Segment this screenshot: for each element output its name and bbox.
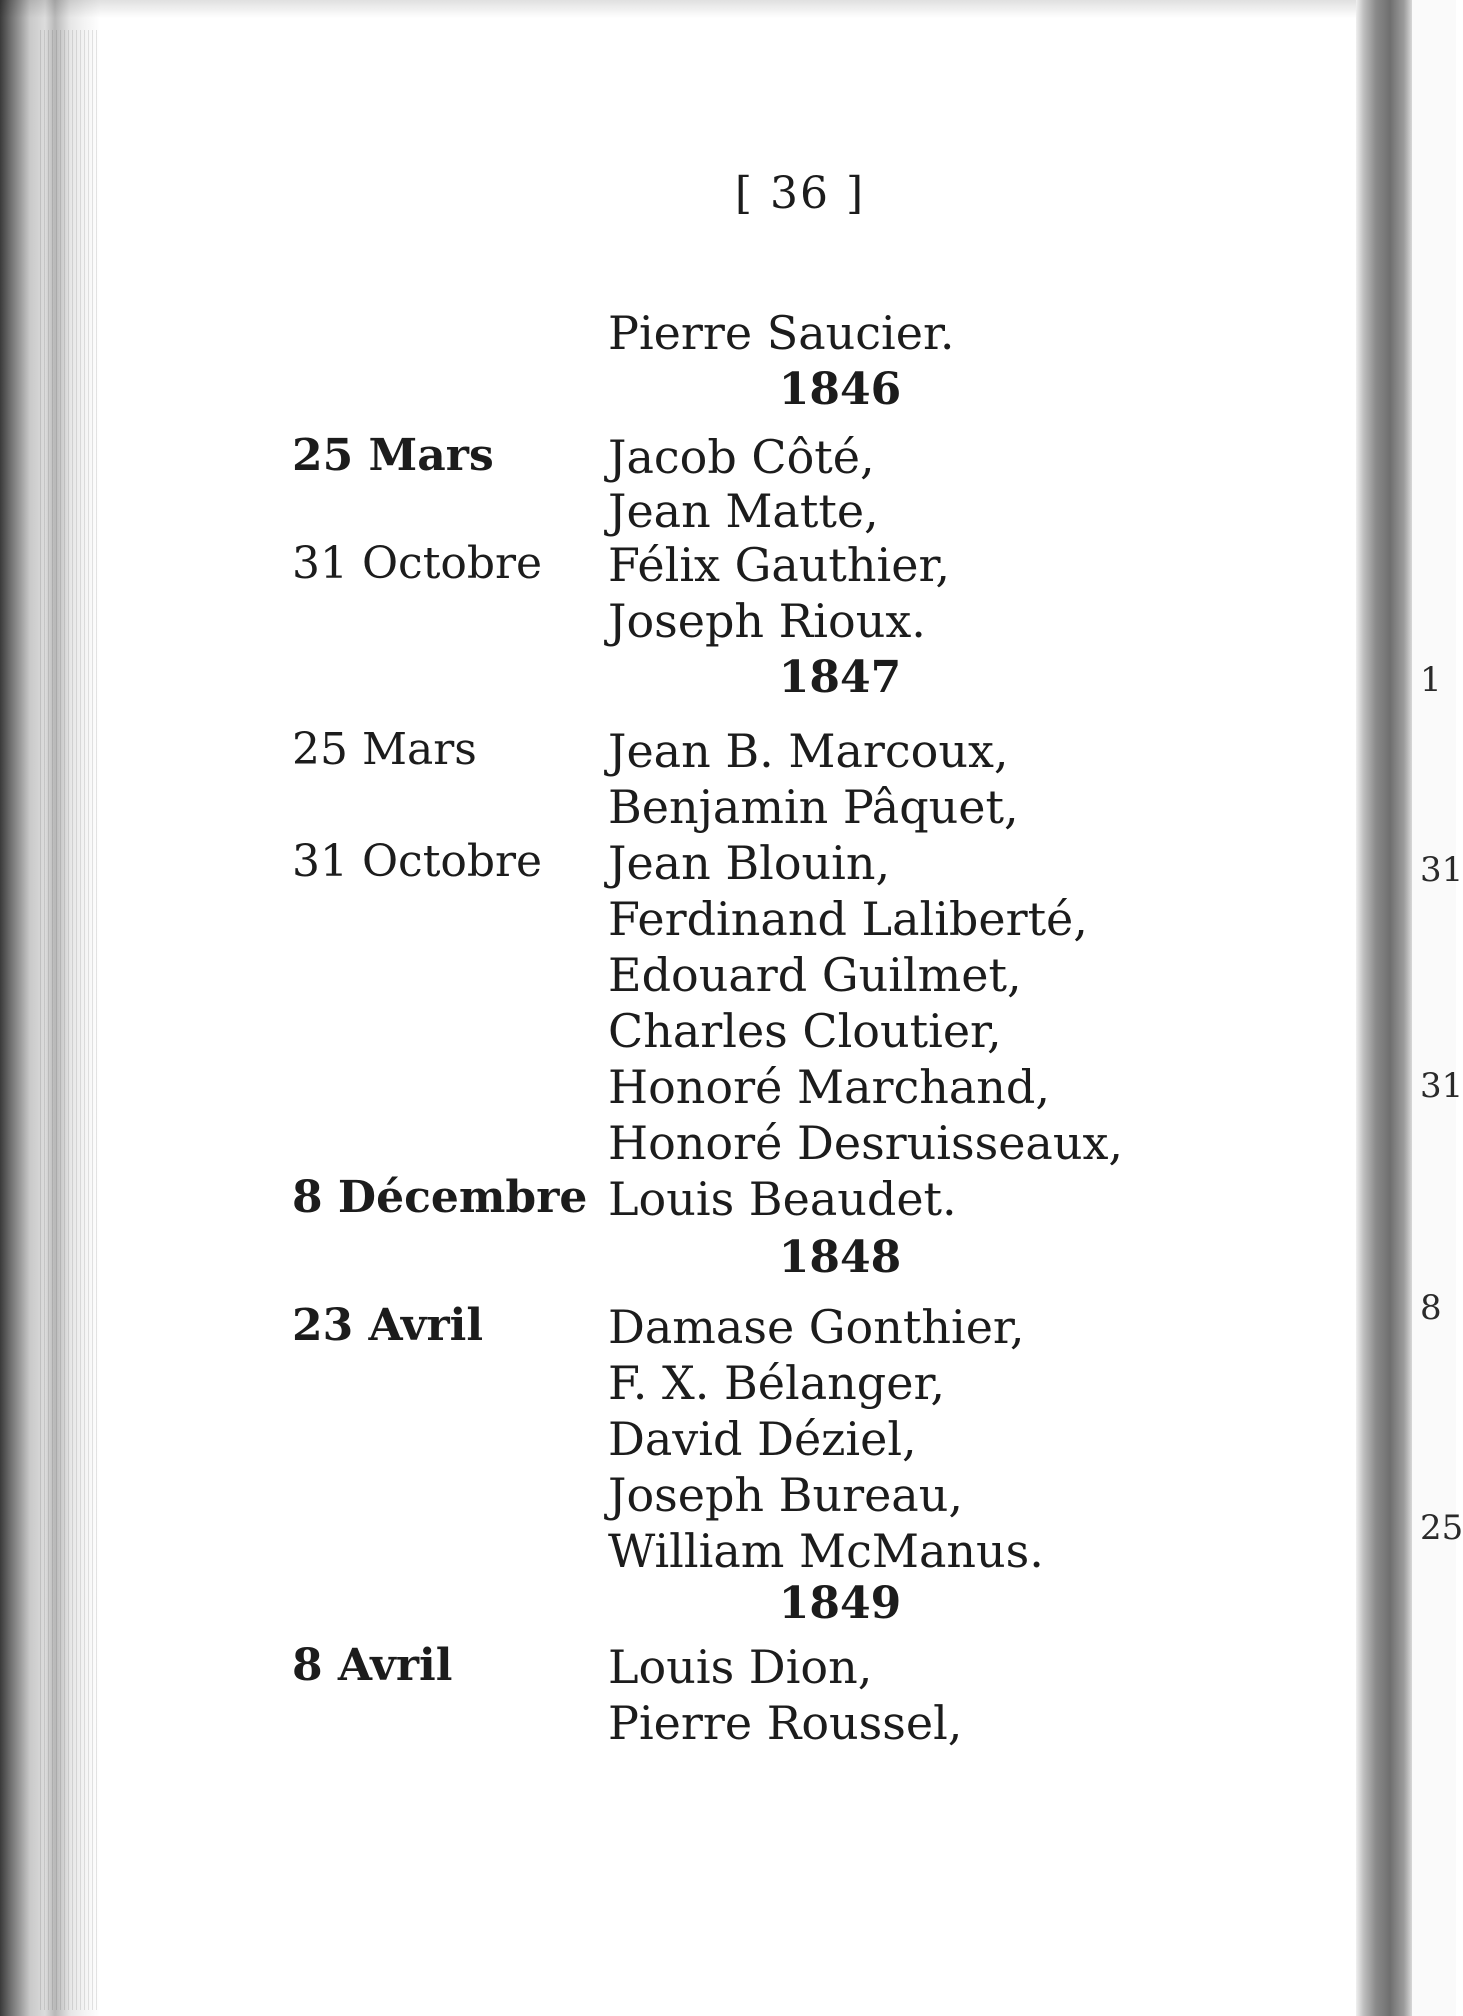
year-heading: 1849 <box>778 1578 902 1629</box>
entry-date: 23 Avril <box>292 1300 484 1351</box>
entry-line <box>0 1356 1356 1410</box>
facing-page <box>1412 0 1463 2016</box>
person-name: William McManus. <box>608 1524 1044 1578</box>
entry-line <box>0 1468 1356 1522</box>
person-name: Jean B. Marcoux, <box>608 724 1009 778</box>
entry-line <box>0 1300 1356 1354</box>
entry-line <box>0 892 1356 946</box>
entry-line <box>0 948 1356 1002</box>
entry-line <box>0 484 1356 538</box>
person-name: Joseph Bureau, <box>608 1468 963 1522</box>
person-name: Benjamin Pâquet, <box>608 780 1019 834</box>
person-name: Jacob Côté, <box>608 430 875 484</box>
entry-line <box>0 1640 1356 1694</box>
facing-page-fragment: 31 <box>1420 1066 1463 1106</box>
person-name: David Déziel, <box>608 1412 917 1466</box>
entry-line <box>0 1060 1356 1114</box>
entry-date: 25 Mars <box>292 724 477 775</box>
person-name: Joseph Rioux. <box>608 594 926 648</box>
person-name: Pierre Saucier. <box>608 306 955 360</box>
entry-line <box>0 538 1356 592</box>
entry-date: 8 Décembre <box>292 1172 588 1223</box>
page-number: [ 36 ] <box>734 168 866 219</box>
person-name: Ferdinand Laliberté, <box>608 892 1088 946</box>
entry-line <box>0 1172 1356 1226</box>
entry-line <box>0 1696 1356 1750</box>
entry-line <box>0 780 1356 834</box>
entry-line <box>0 430 1356 484</box>
entry-line <box>0 724 1356 778</box>
entry-line <box>0 1004 1356 1058</box>
entry-date: 8 Avril <box>292 1640 453 1691</box>
year-heading: 1848 <box>778 1232 902 1283</box>
entry-line <box>0 1412 1356 1466</box>
year-heading: 1847 <box>778 652 902 703</box>
person-name: Honoré Marchand, <box>608 1060 1050 1114</box>
person-name: Jean Matte, <box>608 484 879 538</box>
entry-line <box>0 306 1356 360</box>
person-name: Edouard Guilmet, <box>608 948 1022 1002</box>
facing-page-fragment: 31 <box>1420 850 1463 890</box>
person-name: Louis Beaudet. <box>608 1172 957 1226</box>
entry-date: 31 Octobre <box>292 836 543 887</box>
year-heading: 1846 <box>778 364 902 415</box>
entry-date: 25 Mars <box>292 430 494 481</box>
facing-page-fragment: 8 <box>1420 1288 1442 1328</box>
entry-date: 31 Octobre <box>292 538 543 589</box>
facing-page-fragment: 25 <box>1420 1508 1463 1548</box>
person-name: Félix Gauthier, <box>608 538 951 592</box>
entry-line <box>0 594 1356 648</box>
person-name: Damase Gonthier, <box>608 1300 1025 1354</box>
person-name: Louis Dion, <box>608 1640 873 1694</box>
facing-page-fragment: 1 <box>1420 660 1442 700</box>
entry-line <box>0 1116 1356 1170</box>
entry-line <box>0 1524 1356 1578</box>
person-name: Honoré Desruisseaux, <box>608 1116 1124 1170</box>
entry-line <box>0 836 1356 890</box>
person-name: Jean Blouin, <box>608 836 891 890</box>
book-gutter <box>1356 0 1412 2016</box>
person-name: Charles Cloutier, <box>608 1004 1002 1058</box>
person-name: F. X. Bélanger, <box>608 1356 946 1410</box>
person-name: Pierre Roussel, <box>608 1696 963 1750</box>
